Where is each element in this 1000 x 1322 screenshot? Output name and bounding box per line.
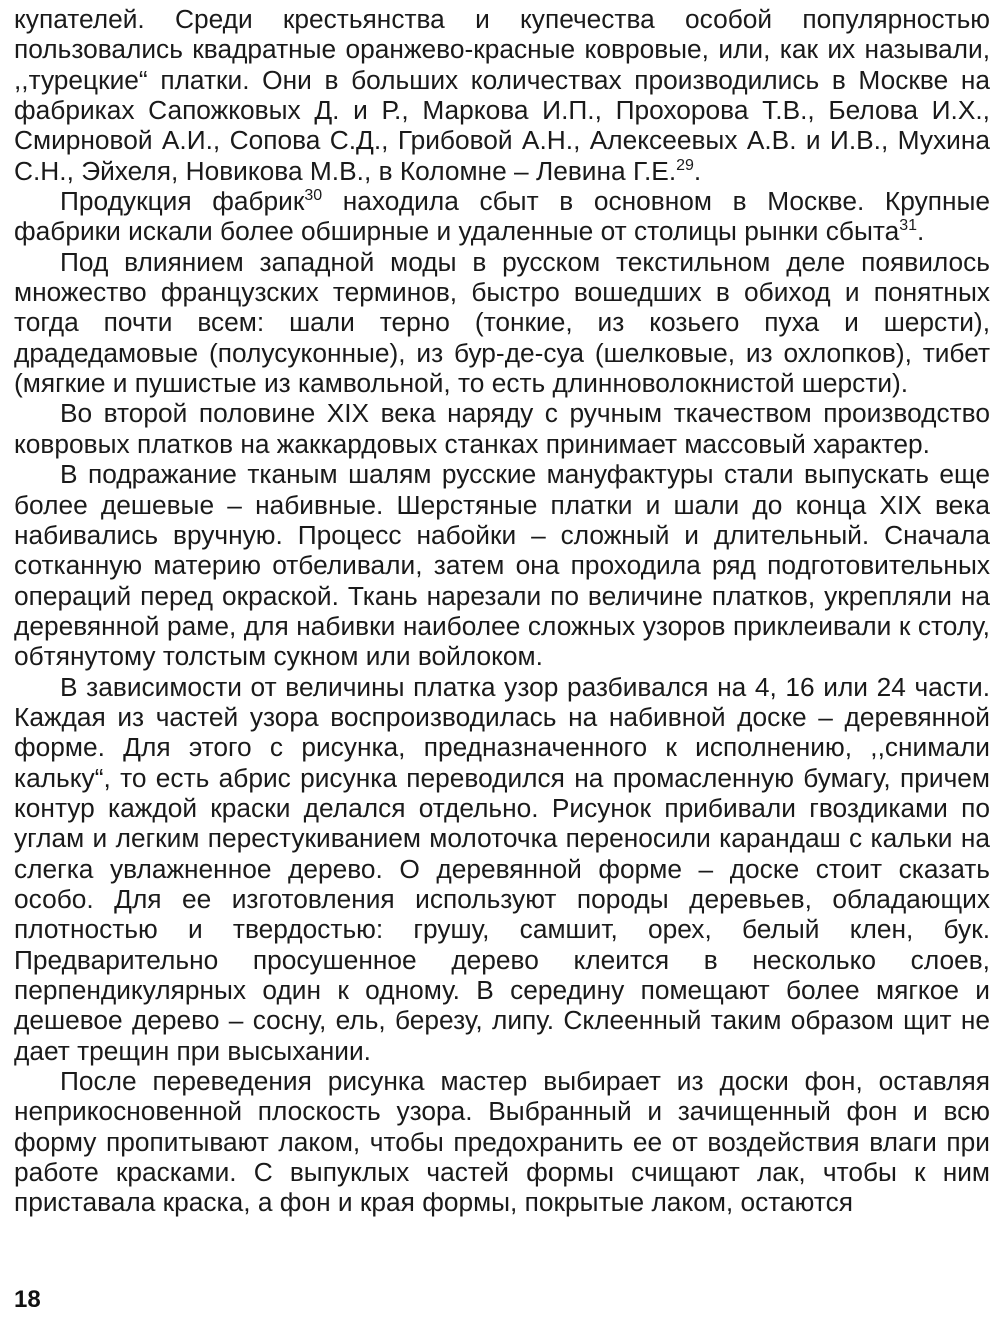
paragraph-3 (14, 247, 990, 399)
paragraph-5 (14, 459, 990, 671)
paragraph-3-text: Под влиянием западной моды в русском текстильном деле появилось множество французских терминов, быстро вошедших в обиход и понятных тогда почти всем: шали терно (тонкие, из козьего пуха и шерсти), драдедамовые (полусуконные), из бур-де-суа (шелковые, из охлопков), тибет (мягкие и пушистые из камвольной, то есть длинноволокнистой шерсти). (14, 246, 990, 399)
paragraph-6 (14, 672, 990, 1066)
paragraph-7 (14, 1066, 990, 1218)
footnote-ref-29: 29 (676, 156, 694, 174)
footnote-ref-31: 31 (899, 217, 918, 235)
body-text (14, 4, 990, 1218)
paragraph-5-text: В подражание тканым шалям русские мануфактуры стали выпускать еще более дешевые – набивные. Шерстяные платки и шали до конца XIX века набивались вручную. Процесс набойки – сложный и длительный. Сначала сотканную материю отбеливали, затем она проходила ряд подготовительных операций перед окраской. Ткань нарезали по величине платков, укрепляли на деревянной раме, для набивки наиболее сложных узоров приклеивали к столу, обтянутому толстым сукном или войлоком. (14, 459, 990, 672)
paragraph-2-end: . (917, 216, 925, 247)
paragraph-4 (14, 398, 990, 459)
paragraph-2 (14, 186, 990, 247)
paragraph-7-text: После переведения рисунка мастер выбирает из доски фон, оставляя неприкосновенной плоскость узора. Выбранный и зачищенный фон и всю форму пропитывают лаком, чтобы предохранить ее от воздействия влаги при работе красками. С выпуклых частей формы счищают лак, чтобы к ним приставала краска, а фон и края формы, покрытые лаком, остаются (14, 1066, 990, 1218)
page-number: 18 (14, 1286, 41, 1313)
paragraph-1 (14, 4, 990, 186)
footnote-ref-30: 30 (304, 187, 323, 205)
paragraph-4-text: Во второй половине XIX века наряду с ручным ткачеством производство ковровых платков на жаккардовых станках принимает массовый характер. (14, 398, 990, 459)
paragraph-2-text-b: находила сбыт в основном в Москве. Крупные фабрики искали более обширные и удаленные от столицы рынки сбыта (14, 186, 991, 247)
paragraph-1-end: . (693, 155, 702, 186)
paragraph-6-text: В зависимости от величины платка узор разбивался на 4, 16 или 24 части. Каждая из частей узора воспроизводилась на набивной доске – деревянной форме. Для этого с рисунка, предназначенного к исполнению, ,,снимали кальку“, то есть абрис рисунка переводился на промасленную бумагу, причем контур каждой краски делался отдельно. Рисунок прибивали гвоздиками по углам и легким перестукиванием молоточка переносили карандаш с кальки на слегка увлажненное дерево. О деревянной форме – доске стоит сказать особо. Для ее изготовления используют породы деревьев, обладающих плотностью и твердостью: грушу, самшит, орех, белый клен, бук. Предварительно просушенное дерево клеится в несколько слоев, перпендикулярных один к одному. В середину помещают более мягкое и дешевое дерево – сосну, ель, березу, липу. Склеенный таким образом щит не дает трещин при высыхании. (14, 671, 990, 1066)
paragraph-1-text: купателей. Среди крестьянства и купечества особой популярностью пользовались квадратные оранжево-красные ковровые, или, как их называли, ,,турецкие“ платки. Они в больших количествах производились в Москве на фабриках Сапожковых Д. и Р., Маркова И.П., Прохорова Т.В., Белова И.Х., Смирновой А.И., Сопова С.Д., Грибовой А.Н., Алексеевых А.В. и И.В., Мухина С.Н., Эйхеля, Новикова М.В., в Коломне – Левина Г.Е. (14, 4, 990, 186)
paragraph-2-text-a: Продукция фабрик (60, 186, 305, 217)
